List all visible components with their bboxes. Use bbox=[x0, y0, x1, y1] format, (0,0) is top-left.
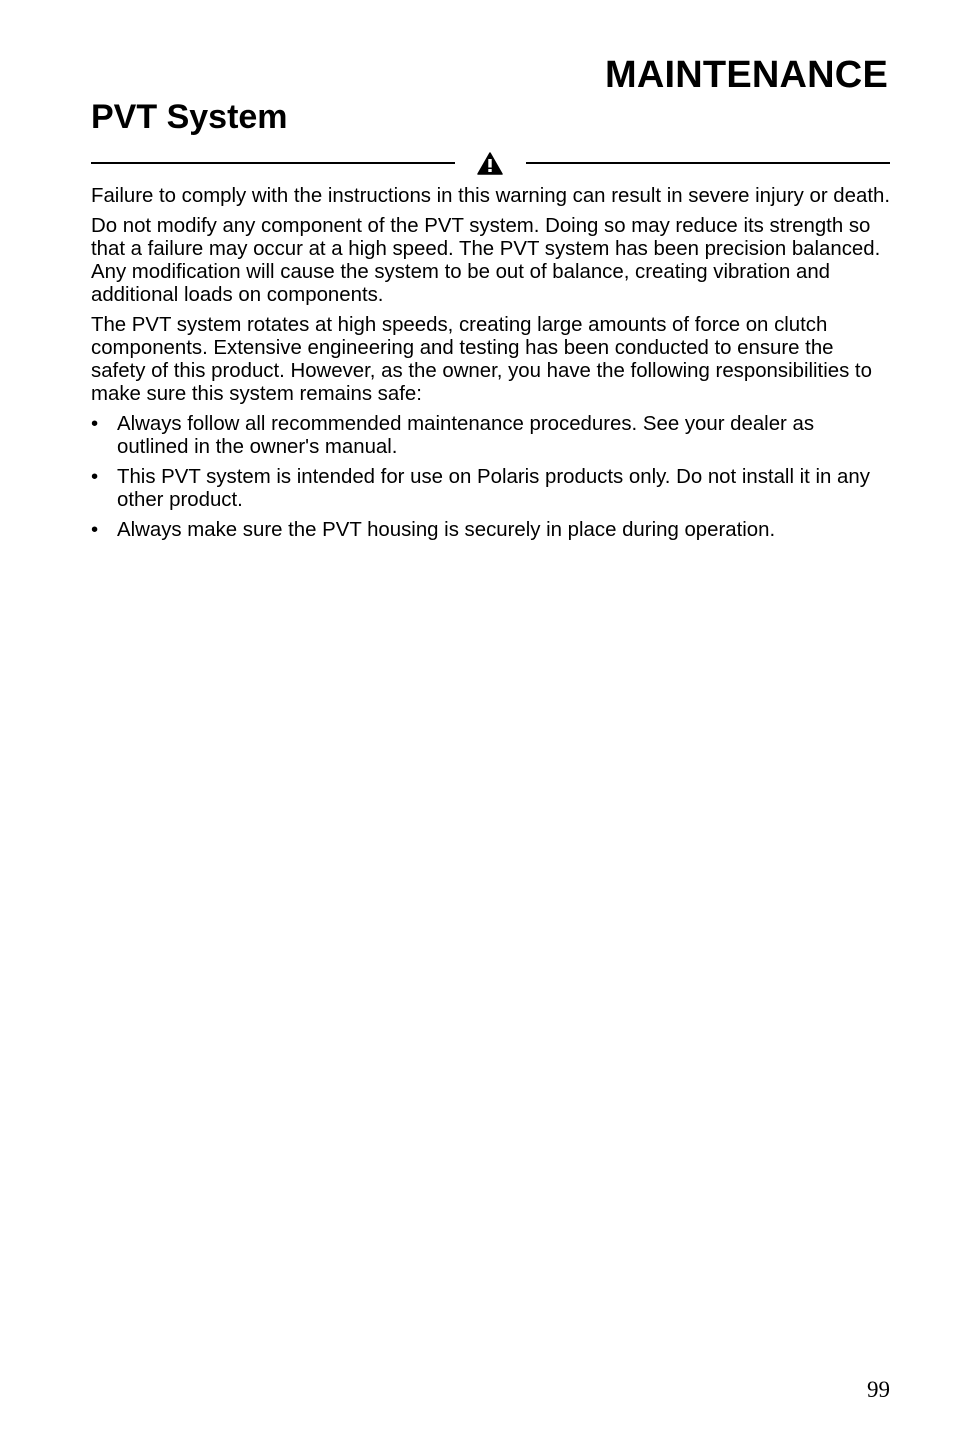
warning-triangle-icon bbox=[477, 152, 503, 175]
bullet-glyph: • bbox=[91, 466, 99, 488]
page-number: 99 bbox=[867, 1377, 890, 1402]
list-item bbox=[91, 413, 891, 459]
warning-rule bbox=[91, 150, 890, 178]
warning-rule-left-line bbox=[91, 162, 455, 164]
section-title: PVT System bbox=[91, 98, 288, 136]
warning-paragraph: Failure to comply with the instructions in this warning can result in severe injury or death. bbox=[91, 185, 890, 207]
list-item-text: Always follow all recommended maintenance procedures. See your dealer as outlined in the owner's manual. bbox=[117, 413, 815, 458]
warning-paragraph: The PVT system rotates at high speeds, creating large amounts of force on clutch components. Extensive engineering and testing has been conducted to ensure the safety of this product. However, as the owner, you have the following responsibilities to make sure this system remains safe: bbox=[91, 314, 872, 405]
list-item bbox=[91, 466, 891, 512]
bullet-glyph: • bbox=[91, 413, 99, 435]
chapter-title: MAINTENANCE bbox=[605, 54, 888, 96]
list-item-text: Always make sure the PVT housing is securely in place during operation. bbox=[117, 519, 776, 541]
list-item bbox=[91, 519, 891, 542]
responsibilities-list bbox=[91, 413, 891, 542]
list-item-text: This PVT system is intended for use on Polaris products only. Do not install it in any other product. bbox=[117, 466, 870, 511]
warning-paragraph: Do not modify any component of the PVT system. Doing so may reduce its strength so that a failure may occur at a high speed. The PVT system has been precision balanced. Any modification will cause the system to be out of balance, creating vibration and additional loads on components. bbox=[91, 215, 881, 306]
warning-body bbox=[91, 185, 891, 549]
bullet-glyph: • bbox=[91, 519, 99, 541]
warning-rule-right-line bbox=[526, 162, 890, 164]
